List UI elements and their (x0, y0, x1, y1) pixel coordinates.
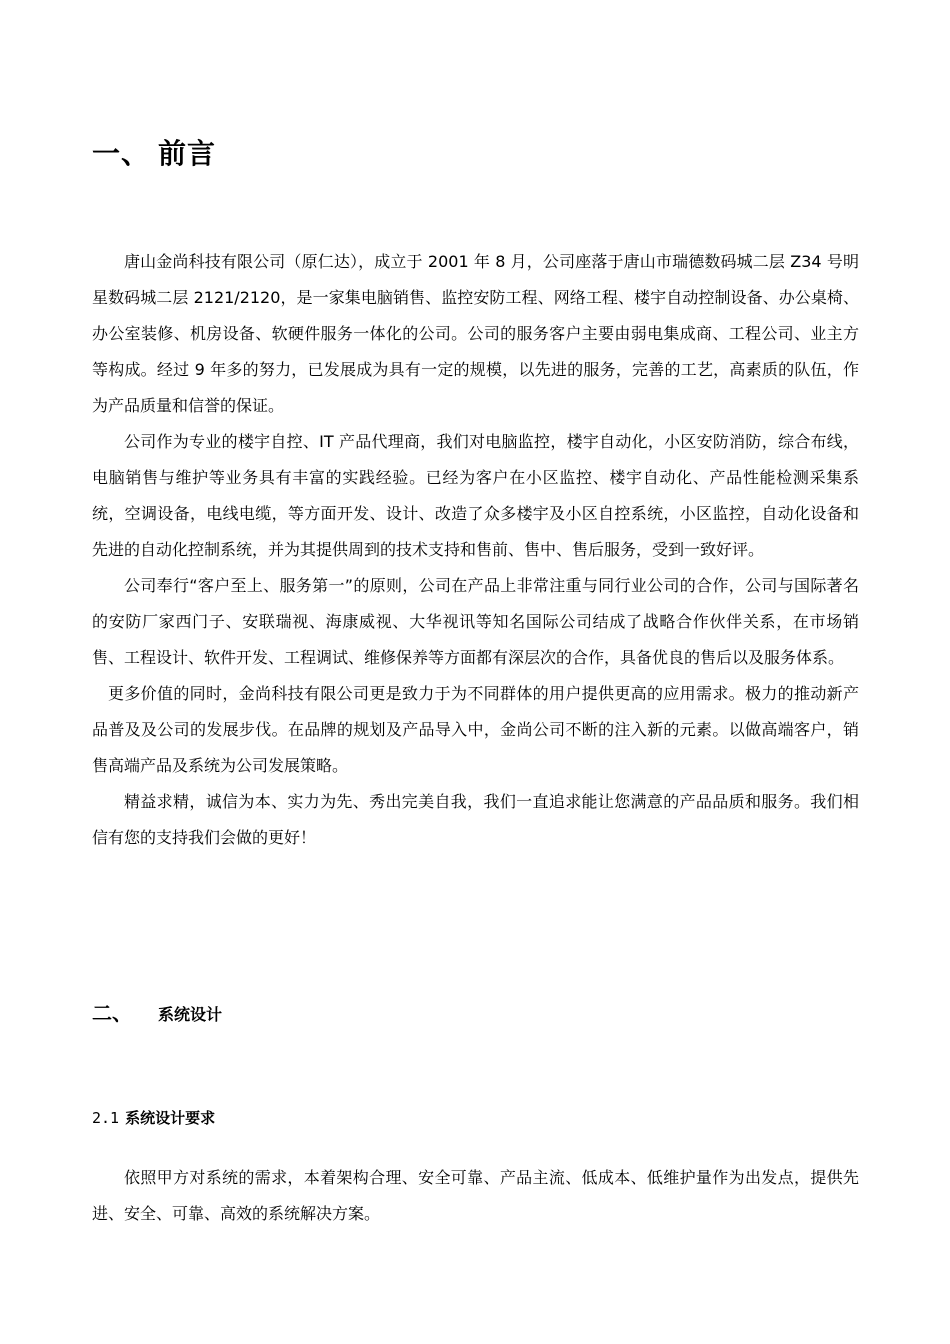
requirements-body (92, 1160, 859, 1232)
subsection-number: 2.1 (92, 1109, 120, 1127)
paragraph: 公司作为专业的楼宇自控、IT 产品代理商，我们对电脑监控，楼宇自动化，小区安防消防，综合布线，电脑销售与维护等业务具有丰富的实践经验。已经为客户在小区监控、楼宇自动化、产品性能检测采集系统，空调设备，电线电缆，等方面开发、设计、改造了众多楼宇及小区自控系统，小区监控，自动化设备和先进的自动化控制系统，并为其提供周到的技术支持和售前、售中、售后服务，受到一致好评。 (92, 432, 859, 559)
paragraph: 依照甲方对系统的需求，本着架构合理、安全可靠、产品主流、低成本、低维护量作为出发点，提供先进、安全、可靠、高效的系统解决方案。 (92, 1168, 859, 1223)
preface-body (92, 244, 859, 856)
paragraph: 精益求精，诚信为本、实力为先、秀出完美自我，我们一直追求能让您满意的产品品质和服务。我们相信有您的支持我们会做的更好！ (92, 792, 859, 847)
paragraph: 更多价值的同时，金尚科技有限公司更是致力于为不同群体的用户提供更高的应用需求。极力的推动新产品普及及公司的发展步伐。在品牌的规划及产品导入中，金尚公司不断的注入新的元素。以做高端客户，销售高端产品及系统为公司发展策略。 (92, 684, 859, 775)
section-number: 二、 (92, 1001, 132, 1025)
section-title: 系统设计 (158, 1005, 223, 1024)
section-heading-system-design (92, 998, 222, 1030)
paragraph: 公司奉行“客户至上、服务第一”的原则，公司在产品上非常注重与同行业公司的合作，公司与国际著名的安防厂家西门子、安联瑞视、海康威视、大华视讯等知名国际公司结成了战略合作伙伴关系，在市场销售、工程设计、软件开发、工程调试、维修保养等方面都有深层次的合作，具备优良的售后以及服务体系。 (92, 576, 859, 667)
section-heading-preface (92, 132, 216, 176)
subsection-title: 系统设计要求 (125, 1109, 216, 1127)
section-title: 前言 (158, 137, 217, 170)
paragraph: 唐山金尚科技有限公司（原仁达），成立于 2001 年 8 月，公司座落于唐山市瑞德数码城二层 Z34 号明星数码城二层 2121/2120，是一家集电脑销售、监控安防工程、网络工程、楼宇自动控制设备、办公桌椅、办公室装修、机房设备、软硬件服务一体化的公司。公司的服务客户主要由弱电集成商、工程公司、业主方等构成。经过 9 年多的努力，已发展成为具有一定的规模，以先进的服务，完善的工艺，高素质的队伍，作为产品质量和信誉的保证。 (92, 252, 859, 415)
section-number: 一、 (92, 137, 151, 170)
subsection-heading (92, 1103, 215, 1133)
